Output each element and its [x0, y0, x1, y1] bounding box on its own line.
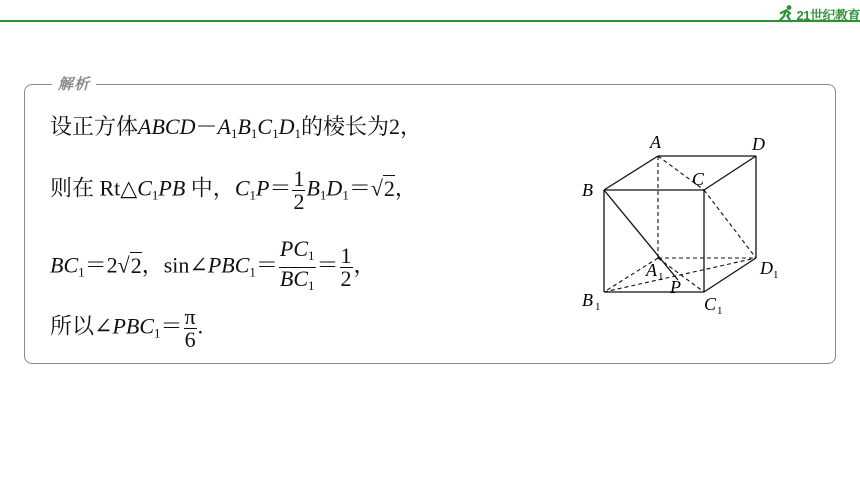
- fraction-half: $\frac{1}{2}$: [340, 243, 352, 291]
- vertex-label-B: B: [582, 180, 593, 200]
- solution-line-4: 所以$\angle PBC_1=$ $\frac{\pi}{6}$ .: [50, 304, 204, 352]
- panel-tag: 解析: [52, 73, 96, 94]
- vertex-label-C1: C: [704, 294, 717, 314]
- vertex-label-B1: B: [582, 290, 593, 310]
- solution-line-2: 则在 $Rt\triangle C_1PB$ 中，$C_1P=$ $\frac{1}{2}$ $B_1D_1=√2$，: [50, 166, 417, 214]
- fraction-half: $\frac{1}{2}$: [293, 166, 305, 214]
- runner-icon: [778, 4, 795, 24]
- edge-C1D1: [704, 258, 756, 292]
- vertex-label-A1-sub: 1: [658, 271, 664, 283]
- vertex-label-P: P: [670, 277, 681, 297]
- sqrt-2: √2: [117, 252, 142, 278]
- edge-DC: [704, 156, 756, 190]
- cube-solid-edges: [604, 156, 756, 292]
- edge-AB: [604, 156, 658, 190]
- cube-figure: [574, 128, 794, 328]
- sqrt-2: √2: [370, 175, 395, 201]
- diagonal-A1C1: [658, 258, 704, 292]
- brand-logo: [778, 2, 860, 26]
- vertex-label-D1: D: [760, 258, 773, 278]
- segment-CD1: [704, 190, 756, 258]
- segment-BP: [604, 190, 678, 280]
- vertex-label-B1-sub: 1: [595, 301, 601, 313]
- fraction-pi-6: $\frac{\pi}{6}$: [184, 304, 196, 352]
- vertex-label-D1-sub: 1: [773, 269, 779, 281]
- logo-text: 21世纪教育: [796, 7, 860, 23]
- vertex-label-D: D: [752, 134, 765, 154]
- vertex-label-A1: A: [646, 260, 657, 280]
- fraction-pc1-bc1: $\frac{PC_1}{BC_1}$: [279, 236, 315, 293]
- vertex-label-A: A: [650, 132, 661, 152]
- solution-line-3: $BC_1=2√2$，$\sin\angle PBC_1=$ $\frac{PC_1}{BC_1}$ ＝ $\frac{1}{2}$ ，: [50, 238, 376, 297]
- vertex-label-C: C: [692, 169, 705, 189]
- header-rule: [0, 20, 860, 22]
- vertex-label-C1-sub: 1: [717, 305, 723, 317]
- solution-line-1: 设正方体$ABCD-A_1B_1C_1D_1$的棱长为2，: [50, 114, 422, 141]
